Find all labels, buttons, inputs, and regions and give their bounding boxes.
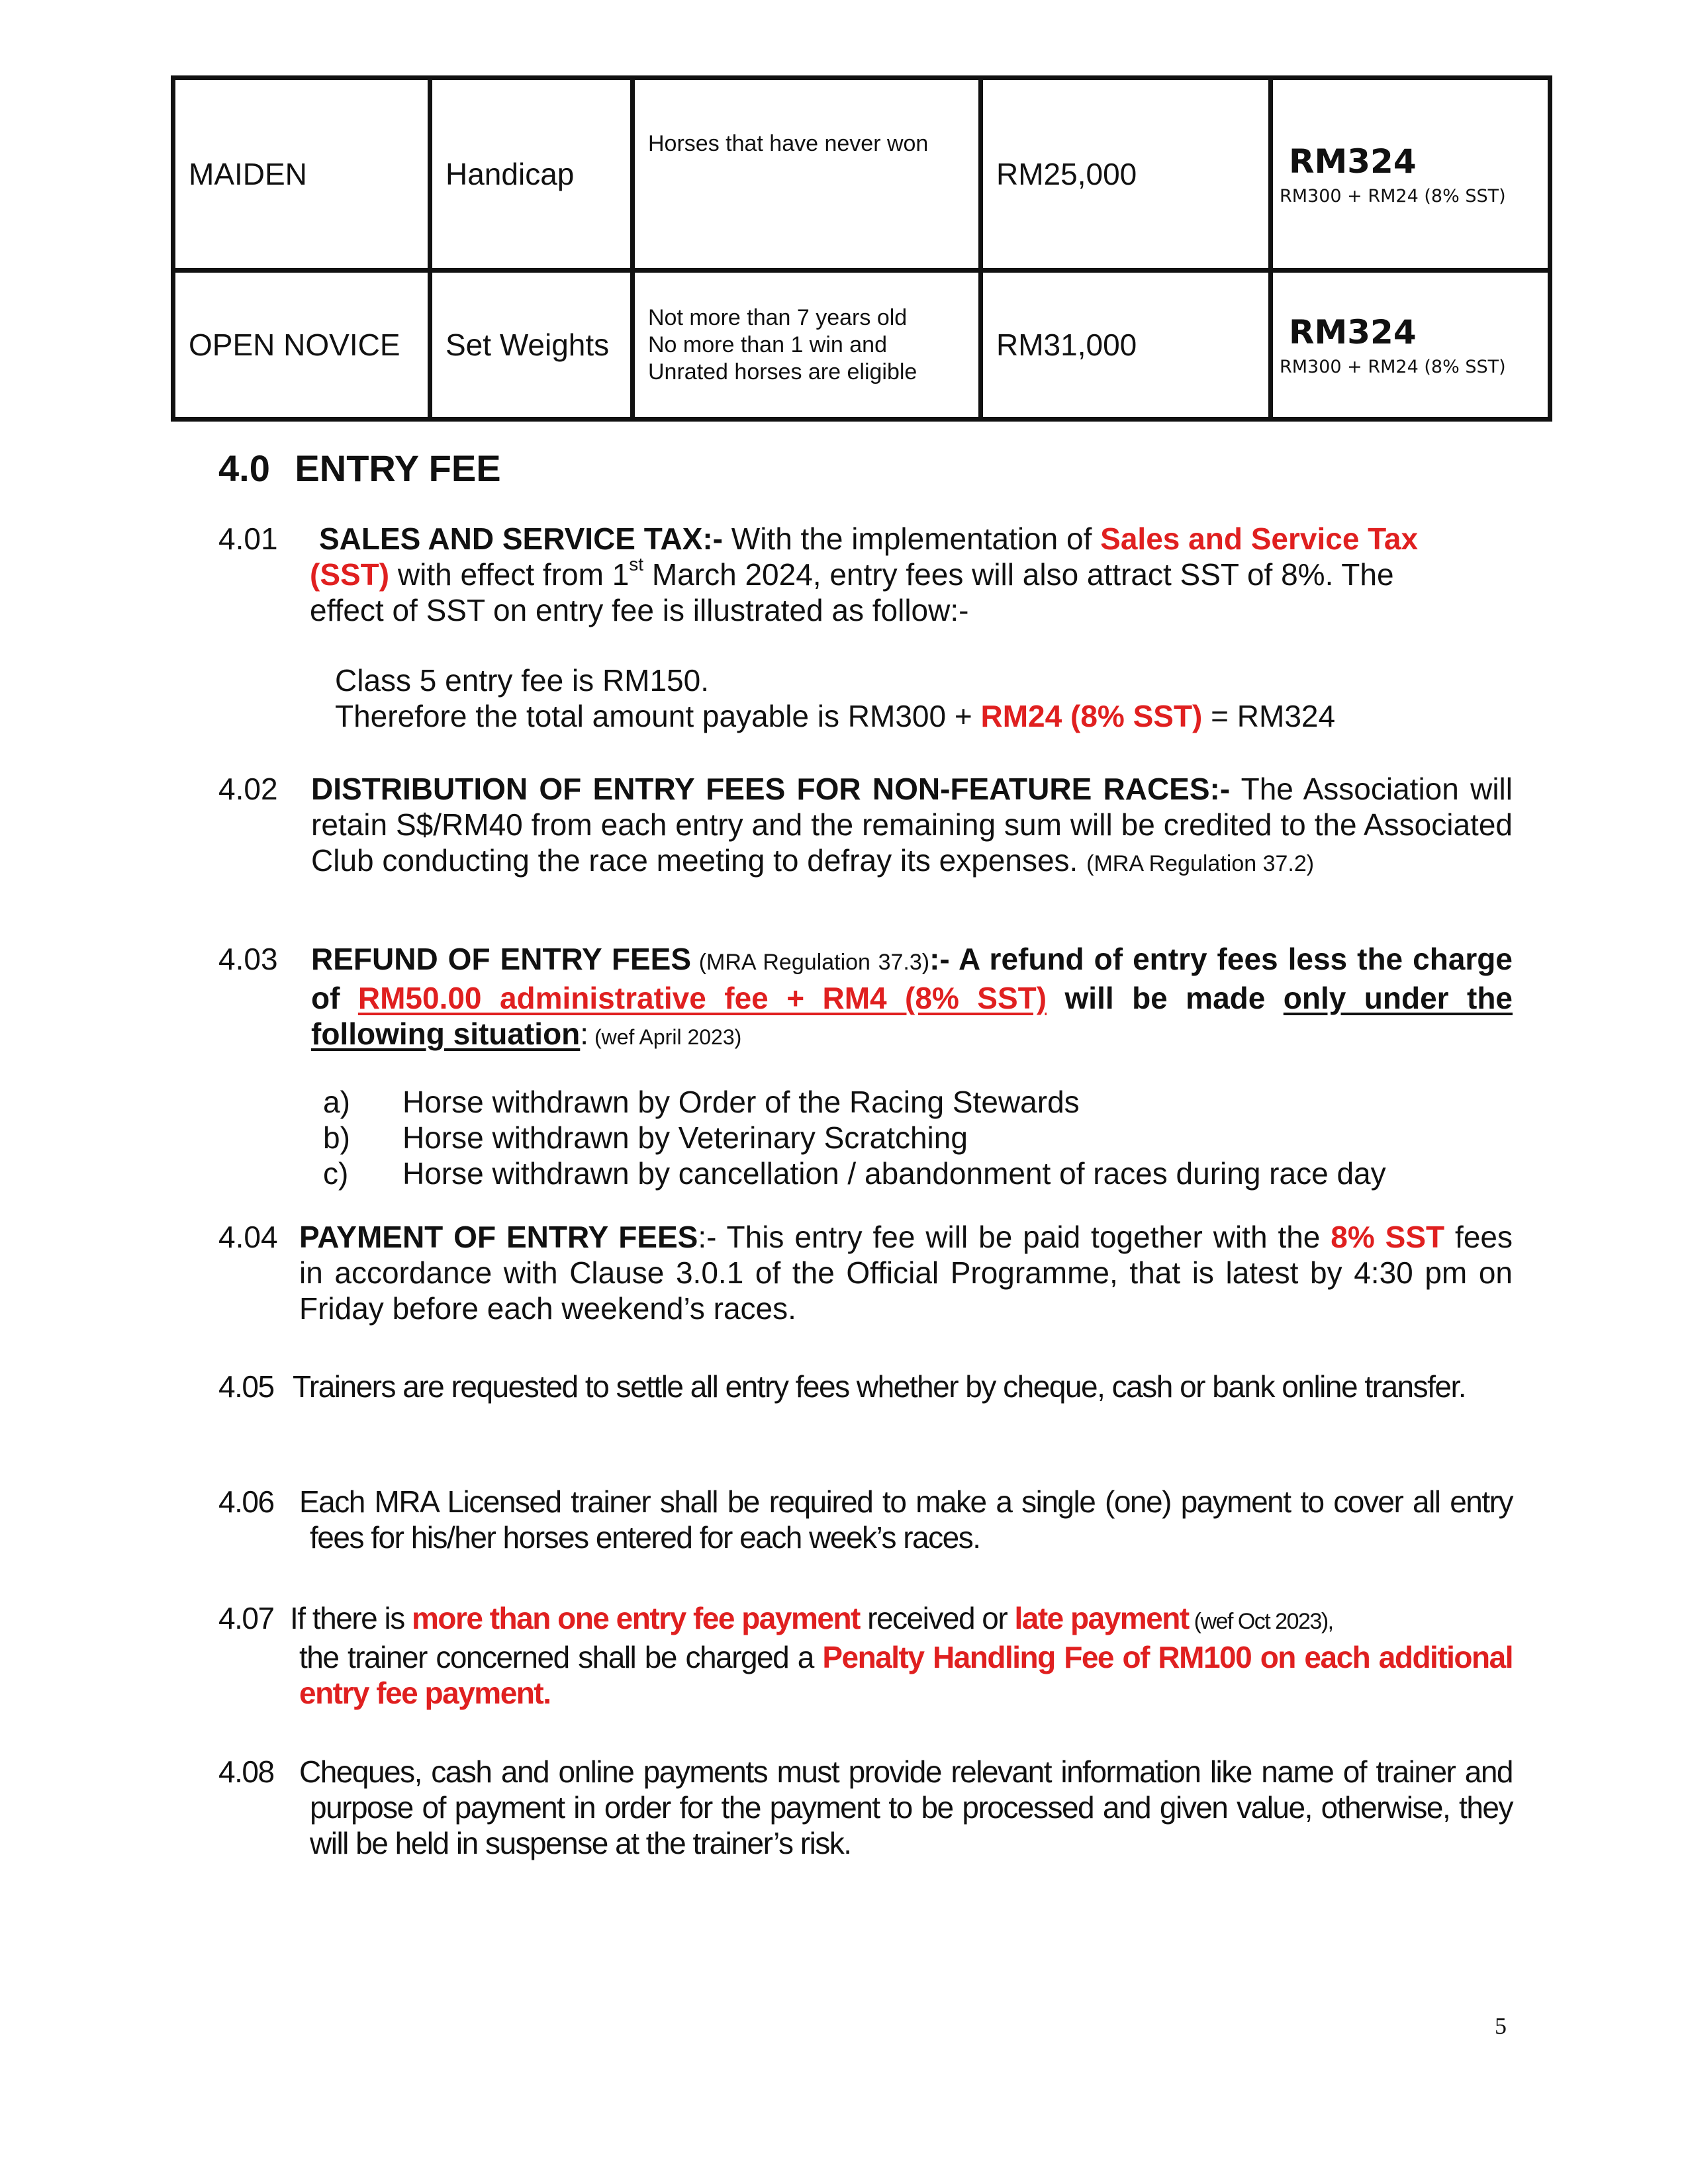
section-title: ENTRY FEE [295, 447, 501, 489]
multiple-payment-highlight: more than one entry fee payment [411, 1601, 860, 1635]
entry-fee-cell [1271, 78, 1550, 271]
refund-situations-list [323, 1084, 1515, 1191]
clause-heading: SALES AND SERVICE TAX:- [319, 522, 723, 556]
list-item: c) Horse withdrawn by cancellation / abandonment of races during race day [323, 1156, 1386, 1191]
clause-heading: REFUND OF ENTRY FEES [311, 942, 692, 976]
clause-heading: PAYMENT OF ENTRY FEES [299, 1220, 698, 1254]
clause-number: 4.06 [218, 1484, 274, 1519]
clause-number: 4.05 [218, 1369, 274, 1404]
table-row [173, 271, 1550, 420]
entry-fee-cell [1271, 271, 1550, 420]
clause-4-08: Cheques, cash and online payments must provide relevant information like name of trainer and purpose of payment in order for the payment to be processed and given value, otherwise, they will be held in suspense at the trainer’s risk. [299, 1754, 1513, 1860]
sst-highlight: Sales and Service Tax [1100, 522, 1419, 556]
clause-4-02: DISTRIBUTION OF ENTRY FEES FOR NON-FEATURE RACES:- The Association will retain S$/RM40 from each entry and the remaining sum will be credited to the Associated Club conducting the race meeting to defray its expenses. (MRA Regulation 37.2) [311, 772, 1513, 878]
section-number: 4.0 [218, 447, 270, 489]
fee-breakdown: RM300 + RM24 (8% SST) [1280, 356, 1506, 377]
penalty-fee-highlight: Penalty Handling Fee of RM100 on each additional entry fee payment. [299, 1640, 1513, 1710]
condition-line: No more than 1 win and [648, 332, 887, 357]
clause-4-07: If there is more than one entry fee payment received or late payment (wef Oct 2023), the trainer concerned shall be charged a Penalty Handling Fee of RM100 on each additional entry fee payment. [290, 1601, 1513, 1710]
condition-line: Unrated horses are eligible [648, 359, 917, 385]
clause-4-03: REFUND OF ENTRY FEES (MRA Regulation 37.3):- A refund of entry fees less the charge of RM50.00 administrative fee + RM4 (8% SST) will be made only under the following situation: (wef April 2023) [311, 942, 1513, 1051]
clause-4-04: PAYMENT OF ENTRY FEES:- This entry fee will be paid together with the 8% SST fees in accordance with Clause 3.0.1 of the Official Programme, that is latest by 4:30 pm on Friday before each weekend’s races. [299, 1220, 1513, 1326]
clause-number: 4.04 [218, 1220, 278, 1254]
race-type-cell: Set Weights [430, 271, 633, 420]
admin-fee-highlight: RM50.00 administrative fee + RM4 (8% SST) [357, 981, 1047, 1015]
race-type-cell: Handicap [430, 78, 633, 271]
example-total-line: Therefore the total amount payable is RM300 + RM24 (8% SST) = RM324 [335, 699, 1336, 733]
list-item: a) Horse withdrawn by Order of the Racing Stewards [323, 1085, 1080, 1119]
race-conditions-table [171, 75, 1552, 422]
clause-number: 4.08 [218, 1754, 274, 1789]
race-class-cell: OPEN NOVICE [173, 271, 430, 420]
clause-4-05: Trainers are requested to settle all entry fees whether by cheque, cash or bank online transfer. [293, 1369, 1466, 1404]
example-line: Class 5 entry fee is RM150. [335, 663, 710, 698]
fee-breakdown: RM300 + RM24 (8% SST) [1280, 185, 1506, 206]
late-payment-highlight: late payment [1014, 1601, 1189, 1635]
race-class-cell: MAIDEN [173, 78, 430, 271]
condition-cell [633, 271, 981, 420]
clause-number: 4.03 [218, 942, 278, 976]
clause-number: 4.01 [218, 522, 278, 556]
page-number: 5 [1495, 2013, 1507, 2039]
clause-number: 4.07 [218, 1601, 274, 1635]
clause-4-06: Each MRA Licensed trainer shall be required to make a single (one) payment to cover all entry fees for his/her horses entered for each week’s races. [299, 1484, 1513, 1555]
prize-cell: RM31,000 [981, 271, 1271, 420]
prize-cell: RM25,000 [981, 78, 1271, 271]
fee-total: RM324 [1289, 142, 1417, 181]
section-heading [218, 447, 501, 490]
condition-line: Horses that have never won [648, 131, 929, 156]
table-row [173, 78, 1550, 271]
condition-line: Not more than 7 years old [648, 304, 908, 330]
fee-total: RM324 [1289, 312, 1417, 351]
condition-cell [633, 78, 981, 271]
clause-4-01: SALES AND SERVICE TAX:- With the implementation of Sales and Service Tax (SST) with effect from 1st March 2024, entry fees will also attract SST of 8%. The effect of SST on entry fee is illustrated as follow:- Class 5 entry fee is RM150. Therefore the total amount payable is RM300 + RM24 (8% SST) = RM324 [310, 521, 1515, 734]
clause-number: 4.02 [218, 772, 278, 806]
clause-heading: DISTRIBUTION OF ENTRY FEES FOR NON-FEATURE RACES:- [311, 772, 1231, 806]
list-item: b) Horse withdrawn by Veterinary Scratching [323, 1120, 968, 1155]
